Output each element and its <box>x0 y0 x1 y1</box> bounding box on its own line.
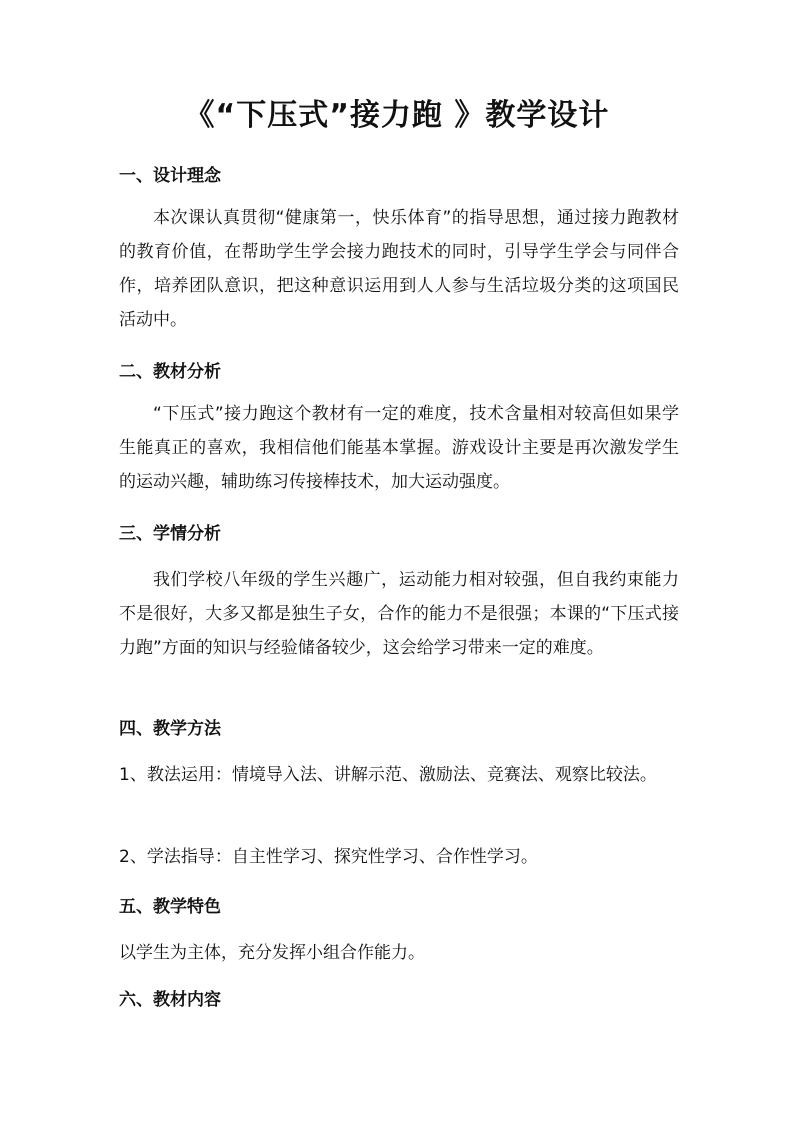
teaching-method-item-1: 1、教法运用：情境导入法、讲解示范、激励法、竞赛法、观察比较法。 <box>119 765 657 785</box>
document-title: 《“下压式”接力跑 》教学设计 <box>184 98 610 133</box>
section-heading-material-analysis: 二、教材分析 <box>119 362 221 382</box>
section-heading-material-content: 六、教材内容 <box>119 990 221 1010</box>
section-paragraph-material-analysis: “下压式”接力跑这个教材有一定的难度，技术含量相对较高但如果学生能真正的喜欢，我相信他们能基本掌握。游戏设计主要是再次激发学生的运动兴趣，辅助练习传接棒技术，加大运动强度。 <box>119 404 679 492</box>
section-heading-teaching-methods: 四、教学方法 <box>119 719 221 739</box>
section-heading-student-analysis: 三、学情分析 <box>119 524 221 544</box>
section-paragraph-design-concept: 本次课认真贯彻“健康第一，快乐体育”的指导思想，通过接力跑教材的教育价值，在帮助学生学会接力跑技术的同时，引导学生学会与同伴合作，培养团队意识，把这种意识运用到人人参与生活垃圾分类的这项国民活动中。 <box>119 208 679 330</box>
teaching-method-item-2: 2、学法指导：自主性学习、探究性学习、合作性学习。 <box>119 847 538 867</box>
section-heading-design-concept: 一、设计理念 <box>119 166 221 186</box>
section-paragraph-student-analysis: 我们学校八年级的学生兴趣广，运动能力相对较强，但自我约束能力不是很好，大多又都是独生子女，合作的能力不是很强；本课的“下压式接力跑”方面的知识与经验储备较少，这会给学习带来一定的难度。 <box>119 570 679 658</box>
section-paragraph-teaching-features: 以学生为主体，充分发挥小组合作能力。 <box>119 943 425 963</box>
section-heading-teaching-features: 五、教学特色 <box>119 897 221 917</box>
